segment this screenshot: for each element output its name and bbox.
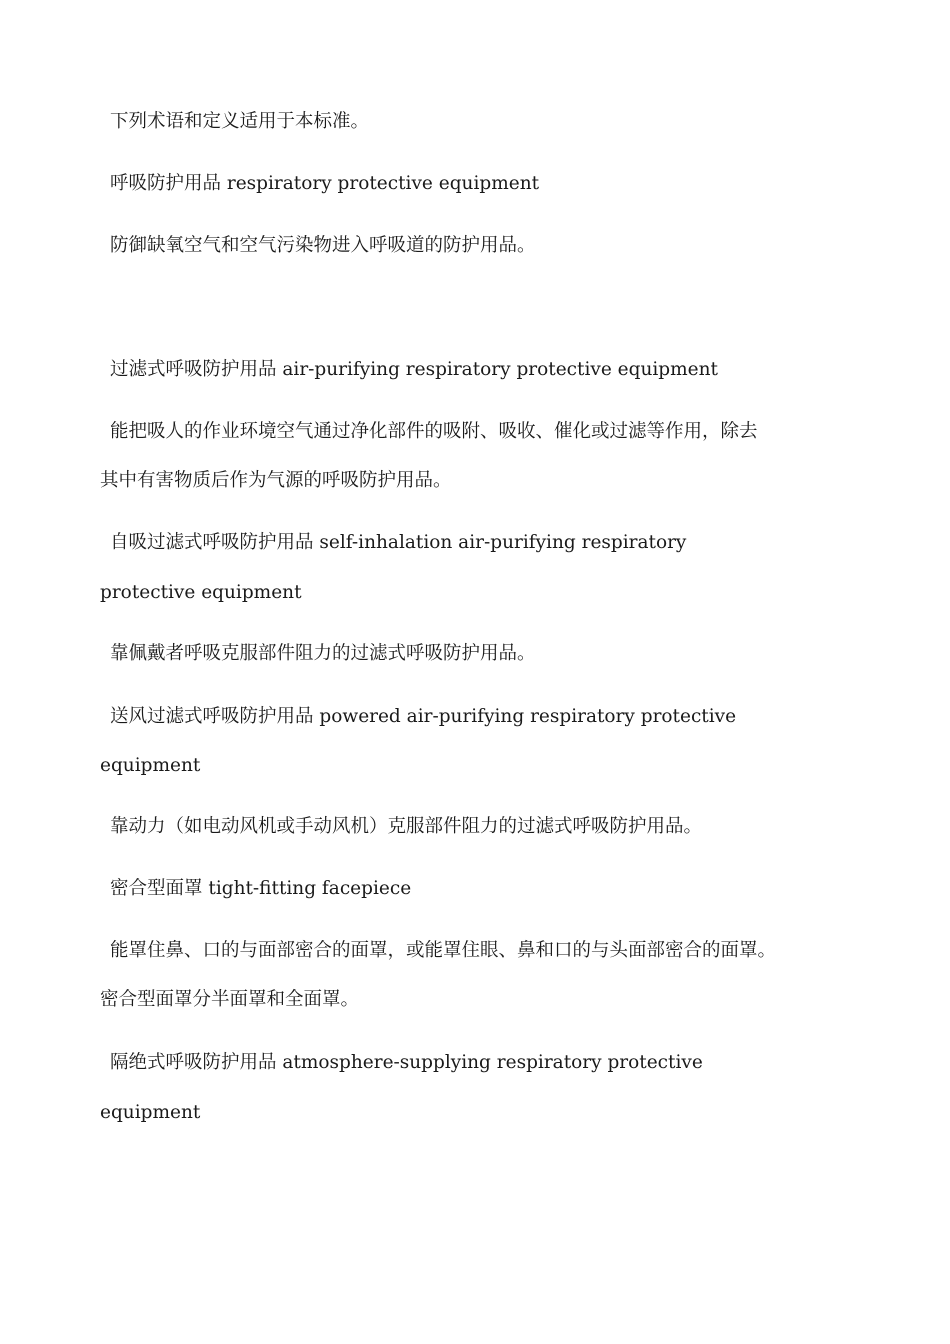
definition-self-inhalation: 靠佩戴者呼吸克服部件阻力的过滤式呼吸防护用品。 (110, 643, 536, 664)
intro-text: 下列术语和定义适用于本标准。 (110, 111, 370, 132)
term-atmosphere-supplying-line-2: equipment (100, 1102, 201, 1123)
term-self-inhalation-line-1: 自吸过滤式呼吸防护用品 self-inhalation air-purifying respiratory (110, 532, 687, 553)
definition-air-purifying-line-1: 能把吸人的作业环境空气通过净化部件的吸附、吸收、催化或过滤等作用，除去 (110, 421, 758, 442)
term-respiratory-protective-equipment: 呼吸防护用品 respiratory protective equipment (110, 173, 540, 194)
term-powered-air-purifying-line-2: equipment (100, 755, 201, 776)
term-air-purifying: 过滤式呼吸防护用品 air-purifying respiratory protective equipment (110, 359, 718, 380)
term-atmosphere-supplying-line-1: 隔绝式呼吸防护用品 atmosphere-supplying respiratory protective (110, 1052, 703, 1073)
definition-tight-fitting-line-2: 密合型面罩分半面罩和全面罩。 (100, 989, 360, 1010)
term-tight-fitting-facepiece: 密合型面罩 tight-fitting facepiece (110, 878, 412, 899)
term-powered-air-purifying-line-1: 送风过滤式呼吸防护用品 powered air-purifying respiratory protective (110, 706, 737, 727)
definition-tight-fitting-line-1: 能罩住鼻、口的与面部密合的面罩，或能罩住眼、鼻和口的与头面部密合的面罩。 (110, 940, 777, 961)
term-self-inhalation-line-2: protective equipment (100, 582, 302, 603)
definition-air-purifying-line-2: 其中有害物质后作为气源的呼吸防护用品。 (100, 470, 452, 491)
definition-powered-air-purifying: 靠动力（如电动风机或手动风机）克服部件阻力的过滤式呼吸防护用品。 (110, 816, 703, 837)
definition-respiratory-protective-equipment: 防御缺氧空气和空气污染物进入呼吸道的防护用品。 (110, 235, 536, 256)
